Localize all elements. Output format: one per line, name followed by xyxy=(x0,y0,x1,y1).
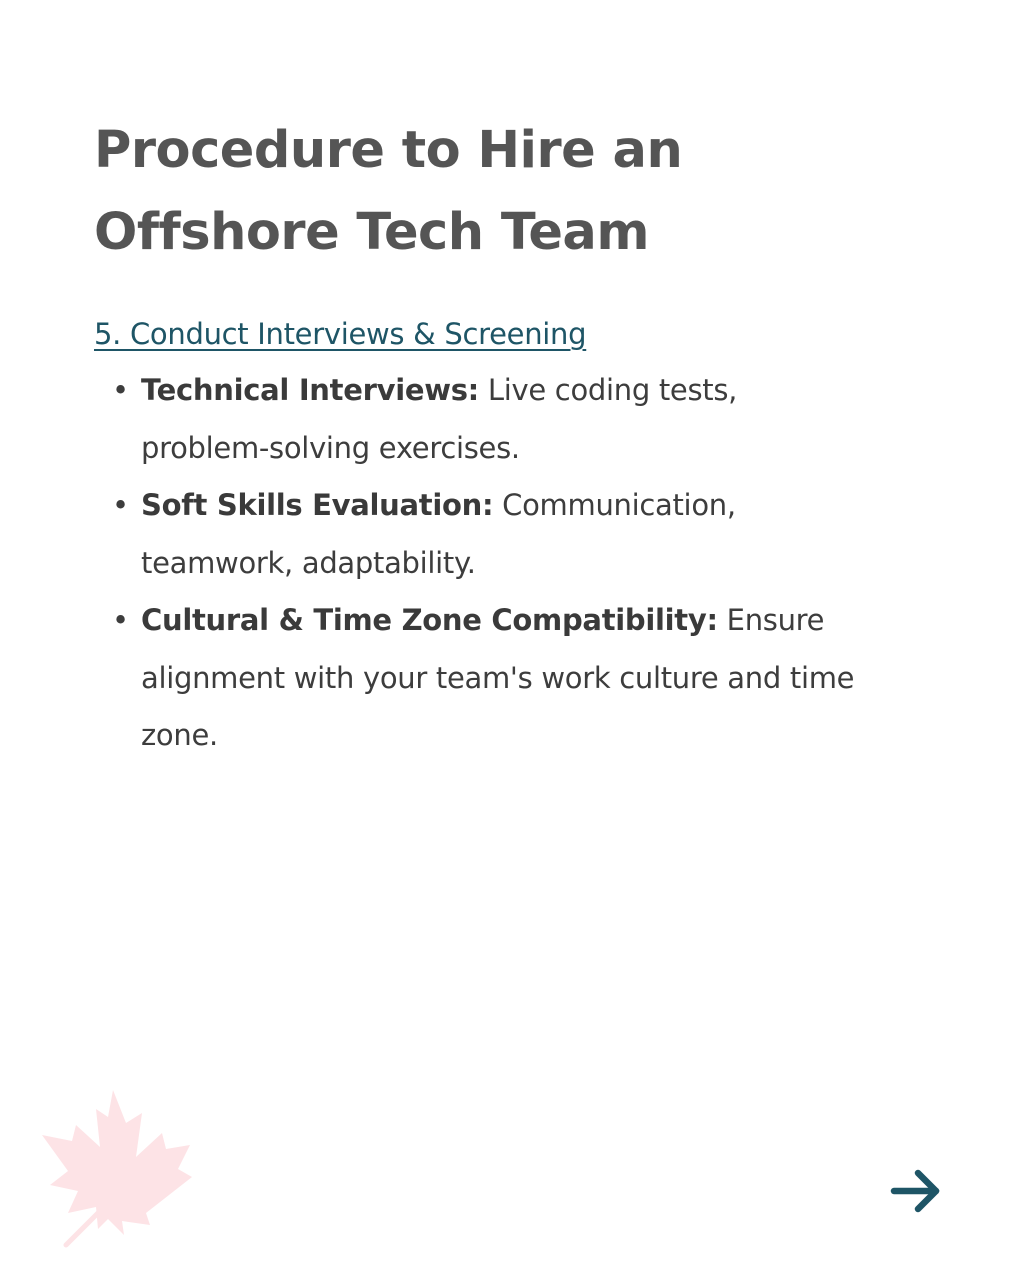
bullet-label: Technical Interviews: xyxy=(141,373,479,407)
bullet-text: Ensure alignment with your team's work culture and time zone. xyxy=(141,603,855,752)
section-heading-link[interactable]: 5. Conduct Interviews & Screening xyxy=(94,317,587,351)
maple-leaf-icon xyxy=(38,1085,198,1250)
bullet-dot: • xyxy=(112,603,129,637)
page-title: Procedure to Hire an Offshore Tech Team xyxy=(94,121,683,262)
bullet-dot: • xyxy=(112,373,129,407)
bullet-list xyxy=(94,362,944,765)
list-item xyxy=(94,592,861,765)
list-item xyxy=(94,477,861,592)
bullet-text: Communication, teamwork, adaptability. xyxy=(141,488,736,580)
arrow-right-icon[interactable] xyxy=(888,1165,944,1217)
bullet-label: Soft Skills Evaluation: xyxy=(141,488,494,522)
slide-content xyxy=(94,110,944,765)
bullet-text: Live coding tests, problem-solving exercises. xyxy=(141,373,738,465)
bullet-dot: • xyxy=(112,488,129,522)
bullet-label: Cultural & Time Zone Compatibility: xyxy=(141,603,718,637)
list-item xyxy=(94,362,861,477)
